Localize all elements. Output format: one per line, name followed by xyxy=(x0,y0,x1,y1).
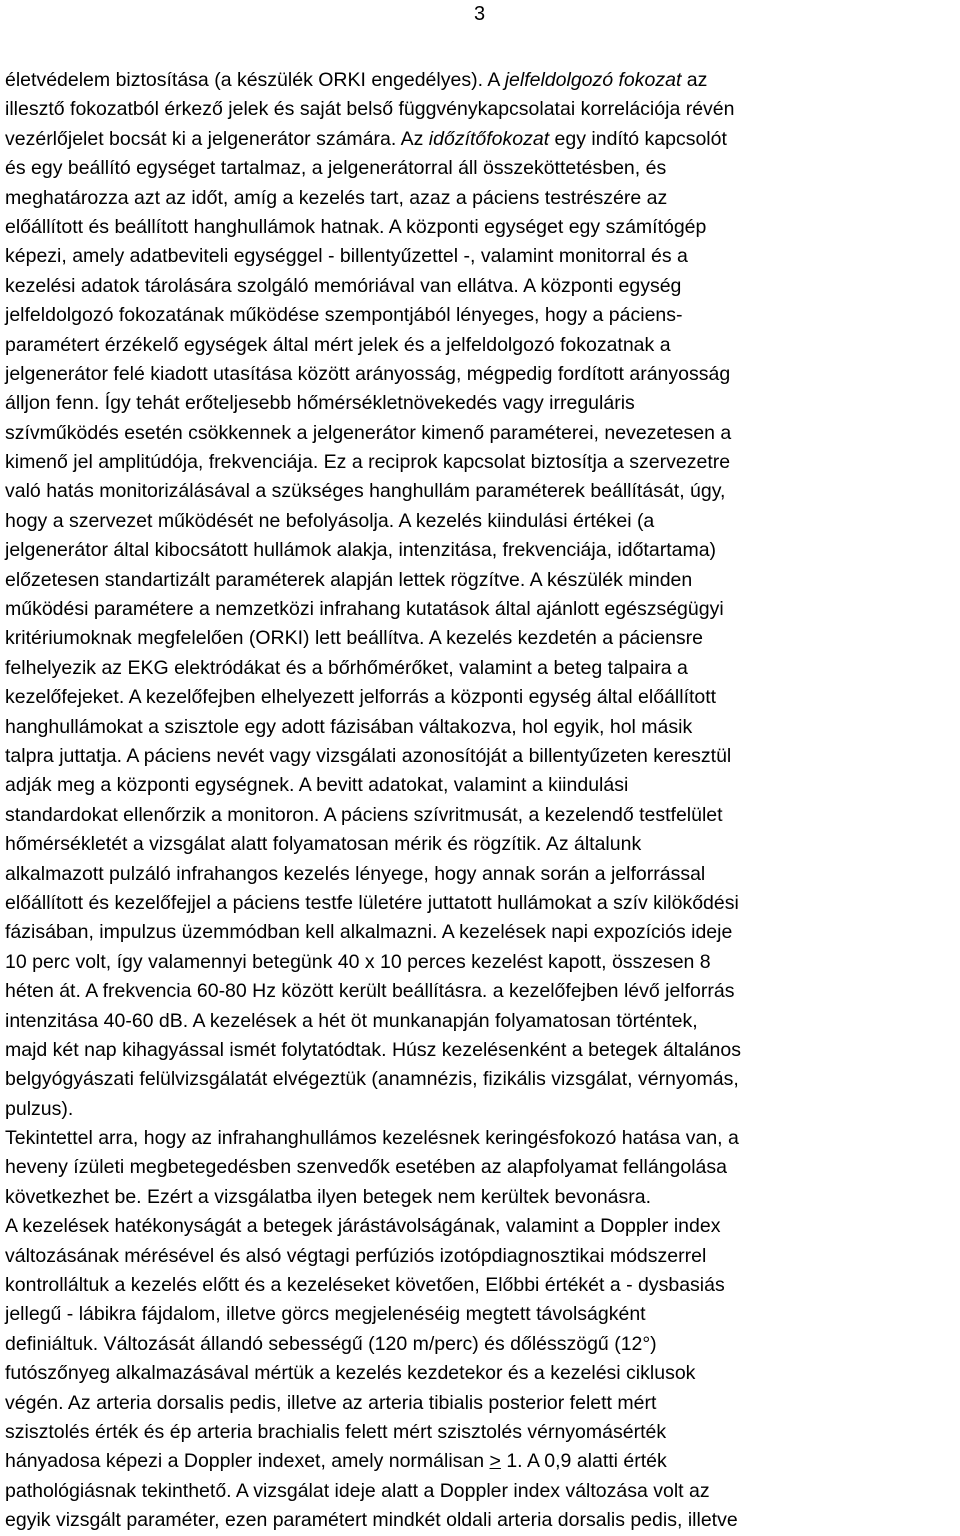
text-line xyxy=(5,918,960,947)
text-line xyxy=(5,1477,960,1506)
text-run: 10 perc volt, így valamennyi betegünk 40 x 10 perces kezelést kapott, összesen 8 xyxy=(5,950,711,973)
text-run: előállított és beállított hanghullámok hatnak. A központi egységet egy számítógép xyxy=(5,215,707,238)
text-run: jelgenerátor által kibocsátott hullámok alakja, intenzitása, frekvenciája, időtartama) xyxy=(5,539,717,562)
text-line xyxy=(5,830,960,859)
text-line xyxy=(5,1271,960,1300)
text-run: hányadosa képezi a Doppler indexet, amely normálisan xyxy=(5,1450,490,1473)
text-run: szisztolés érték és ép arteria brachialis felett mért szisztolés vérnyomásérték xyxy=(5,1420,667,1443)
text-line xyxy=(5,771,960,800)
text-run: kezelési adatok tárolására szolgáló memóriával van ellátva. A központi egység xyxy=(5,274,682,297)
text-run: pathológiásnak tekinthető. A vizsgálat ideje alatt a Doppler index változása volt az xyxy=(5,1479,710,1502)
text-run: jelgenerátor felé kiadott utasítása között arányosság, mégpedig fordított arányosság xyxy=(5,362,731,385)
text-line xyxy=(5,1447,960,1476)
text-run: való hatás monitorizálásával a szükséges hanghullám paraméterek beállítását, úgy, xyxy=(5,480,726,503)
text-line xyxy=(5,154,960,183)
text-line xyxy=(5,125,960,154)
text-line xyxy=(5,95,960,124)
page-number: 3 xyxy=(474,3,486,25)
text-line xyxy=(5,889,960,918)
text-run: hőmérsékletét a vizsgálat alatt folyamatosan mérik és rögzítik. Az általunk xyxy=(5,833,642,856)
document-body xyxy=(5,66,960,1536)
text-line xyxy=(5,801,960,830)
text-line xyxy=(5,1007,960,1036)
text-line xyxy=(5,1036,960,1065)
text-line xyxy=(5,860,960,889)
text-line xyxy=(5,742,960,771)
text-line xyxy=(5,713,960,742)
text-line xyxy=(5,184,960,213)
text-run: héten át. A frekvencia 60-80 Hz között került beállításra. a kezelőfejben lévő jelforrás xyxy=(5,980,735,1003)
text-run: pulzus). xyxy=(5,1097,74,1120)
text-run: > xyxy=(489,1450,501,1473)
text-run: hanghullámokat a szisztole egy adott fázisában váltakozva, hol egyik, hol másik xyxy=(5,715,693,738)
text-line xyxy=(5,448,960,477)
text-line xyxy=(5,1095,960,1124)
text-run: hogy a szervezet működését ne befolyásolja. A kezelés kiindulási értékei (a xyxy=(5,509,655,532)
text-run: vezérlőjelet bocsát ki a jelgenerátor számára. Az xyxy=(5,127,429,150)
emphasized-term: időzítőfokozat xyxy=(428,127,550,150)
text-run: definiáltuk. Változását állandó sebességű (120 m/perc) és dőlésszögű (12°) xyxy=(5,1332,657,1355)
text-run: A kezelések hatékonyságát a betegek járástávolságának, valamint a Doppler index xyxy=(5,1215,721,1238)
text-line xyxy=(5,272,960,301)
text-line xyxy=(5,595,960,624)
text-line xyxy=(5,389,960,418)
paragraph xyxy=(5,1124,960,1212)
text-line xyxy=(5,1124,960,1153)
text-line xyxy=(5,1506,960,1535)
text-line xyxy=(5,1359,960,1388)
text-run: alkalmazott pulzáló infrahangos kezelés lényege, hogy annak során a jelforrással xyxy=(5,862,706,885)
emphasized-term: jelfeldolgozó fokozat xyxy=(504,69,682,91)
text-line xyxy=(5,66,960,95)
text-run: illesztő fokozatból érkező jelek és saját belső függvénykapcsolatai korrelációja révén xyxy=(5,98,735,121)
text-run: működési paramétere a nemzetközi infrahang kutatások által ajánlott egészségügyi xyxy=(5,598,724,621)
text-run: paramétert érzékelő egységek által mért jelek és a jelfeldolgozó fokozatnak a xyxy=(5,333,671,356)
text-run: végén. Az arteria dorsalis pedis, illetve az arteria tibialis posterior felett mért xyxy=(5,1391,657,1414)
text-run: majd két nap kihagyással ismét folytatódtak. Húsz kezelésenként a betegek általános xyxy=(5,1038,742,1061)
text-run: szívműködés esetén csökkennek a jelgenerátor kimenő paraméterei, nevezetesen a xyxy=(5,421,732,444)
text-run: standardokat ellenőrzik a monitoron. A páciens szívritmusát, a kezelendő testfelület xyxy=(5,803,723,826)
text-line xyxy=(5,654,960,683)
text-line xyxy=(5,1242,960,1271)
text-line xyxy=(5,419,960,448)
paragraph xyxy=(5,66,960,1124)
text-run: egyik vizsgált paraméter, ezen paramétert mindkét oldali arteria dorsalis pedis, illetve xyxy=(5,1509,738,1532)
text-run: adják meg a központi egységnek. A bevitt adatokat, valamint a kiindulási xyxy=(5,774,629,797)
text-run: meghatározza azt az időt, amíg a kezelés tart, azaz a páciens testrészére az xyxy=(5,186,668,209)
text-run: 1. A 0,9 alatti érték xyxy=(500,1450,667,1473)
text-run: kezelőfejeket. A kezelőfejben elhelyezett jelforrás a központi egység által előállított xyxy=(5,686,717,709)
text-run: változásának mérésével és alsó végtagi perfúziós izotópdiagnosztikai módszerrel xyxy=(5,1244,707,1267)
text-line xyxy=(5,1330,960,1359)
text-line xyxy=(5,1183,960,1212)
text-line xyxy=(5,566,960,595)
text-run: kontrolláltuk a kezelés előtt és a kezeléseket követően, Előbbi értékét a - dysbasiás xyxy=(5,1274,725,1297)
text-run: fázisában, impulzus üzemmódban kell alkalmazni. A kezelések napi expozíciós ideje xyxy=(5,921,733,944)
text-line xyxy=(5,948,960,977)
text-run: az xyxy=(681,69,708,91)
text-run: életvédelem biztosítása (a készülék ORKI engedélyes). A xyxy=(5,69,505,91)
text-run: Tekintettel arra, hogy az infrahanghullámos kezelésnek keringésfokozó hatása van, a xyxy=(5,1127,739,1150)
text-line xyxy=(5,1212,960,1241)
text-run: jelfeldolgozó fokozatának működése szempontjából lényeges, hogy a páciens- xyxy=(5,304,683,327)
text-line xyxy=(5,1418,960,1447)
text-run: jellegű - lábikra fájdalom, illetve görcs megjelenéséig megtett távolságként xyxy=(5,1303,646,1326)
text-run: egy indító kapcsolót xyxy=(549,127,727,150)
text-run: következhet be. Ezért a vizsgálatba ilyen betegek nem kerültek bevonásra. xyxy=(5,1185,652,1208)
text-run: heveny ízületi megbetegedésben szenvedők esetében az alapfolyamat fellángolása xyxy=(5,1156,727,1179)
text-run: futószőnyeg alkalmazásával mértük a kezelés kezdetekor és a kezelési ciklusok xyxy=(5,1362,696,1385)
text-line xyxy=(5,1065,960,1094)
text-run: intenzitása 40-60 dB. A kezelések a hét öt munkanapján folyamatosan történtek, xyxy=(5,1009,698,1032)
text-line xyxy=(5,507,960,536)
text-line xyxy=(5,683,960,712)
text-run: kritériumoknak megfelelően (ORKI) lett beállítva. A kezelés kezdetén a páciensre xyxy=(5,627,704,650)
text-line xyxy=(5,331,960,360)
paragraph xyxy=(5,1212,960,1535)
text-line xyxy=(5,1300,960,1329)
text-run: előállított és kezelőfejjel a páciens testfe lületére juttatott hullámokat a szív kilökődési xyxy=(5,891,739,914)
text-run: álljon fenn. Így tehát erőteljesebb hőmérsékletnövekedés vagy irreguláris xyxy=(5,392,635,415)
text-line xyxy=(5,213,960,242)
text-run: belgyógyászati felülvizsgálatát elvégeztük (anamnézis, fizikális vizsgálat, vérnyomás, xyxy=(5,1068,739,1091)
text-line xyxy=(5,977,960,1006)
text-line xyxy=(5,360,960,389)
text-run: talpra juttatja. A páciens nevét vagy vizsgálati azonosítóját a billentyűzeten keresztül xyxy=(5,744,732,767)
text-run: előzetesen standartizált paraméterek alapján lettek rögzítve. A készülék minden xyxy=(5,568,693,591)
text-line xyxy=(5,242,960,271)
text-line xyxy=(5,301,960,330)
text-line xyxy=(5,477,960,506)
text-run: képezi, amely adatbeviteli egységgel - billentyűzettel -, valamint monitorral és a xyxy=(5,245,688,268)
text-line xyxy=(5,624,960,653)
text-run: felhelyezik az EKG elektródákat és a bőrhőmérőket, valamint a beteg talpaira a xyxy=(5,656,688,679)
text-line xyxy=(5,1389,960,1418)
text-run: és egy beállító egységet tartalmaz, a jelgenerátorral áll összeköttetésben, és xyxy=(5,157,667,180)
text-line xyxy=(5,1153,960,1182)
text-line xyxy=(5,536,960,565)
text-run: kimenő jel amplitúdója, frekvenciája. Ez a reciprok kapcsolat biztosítja a szervezetre xyxy=(5,451,731,474)
